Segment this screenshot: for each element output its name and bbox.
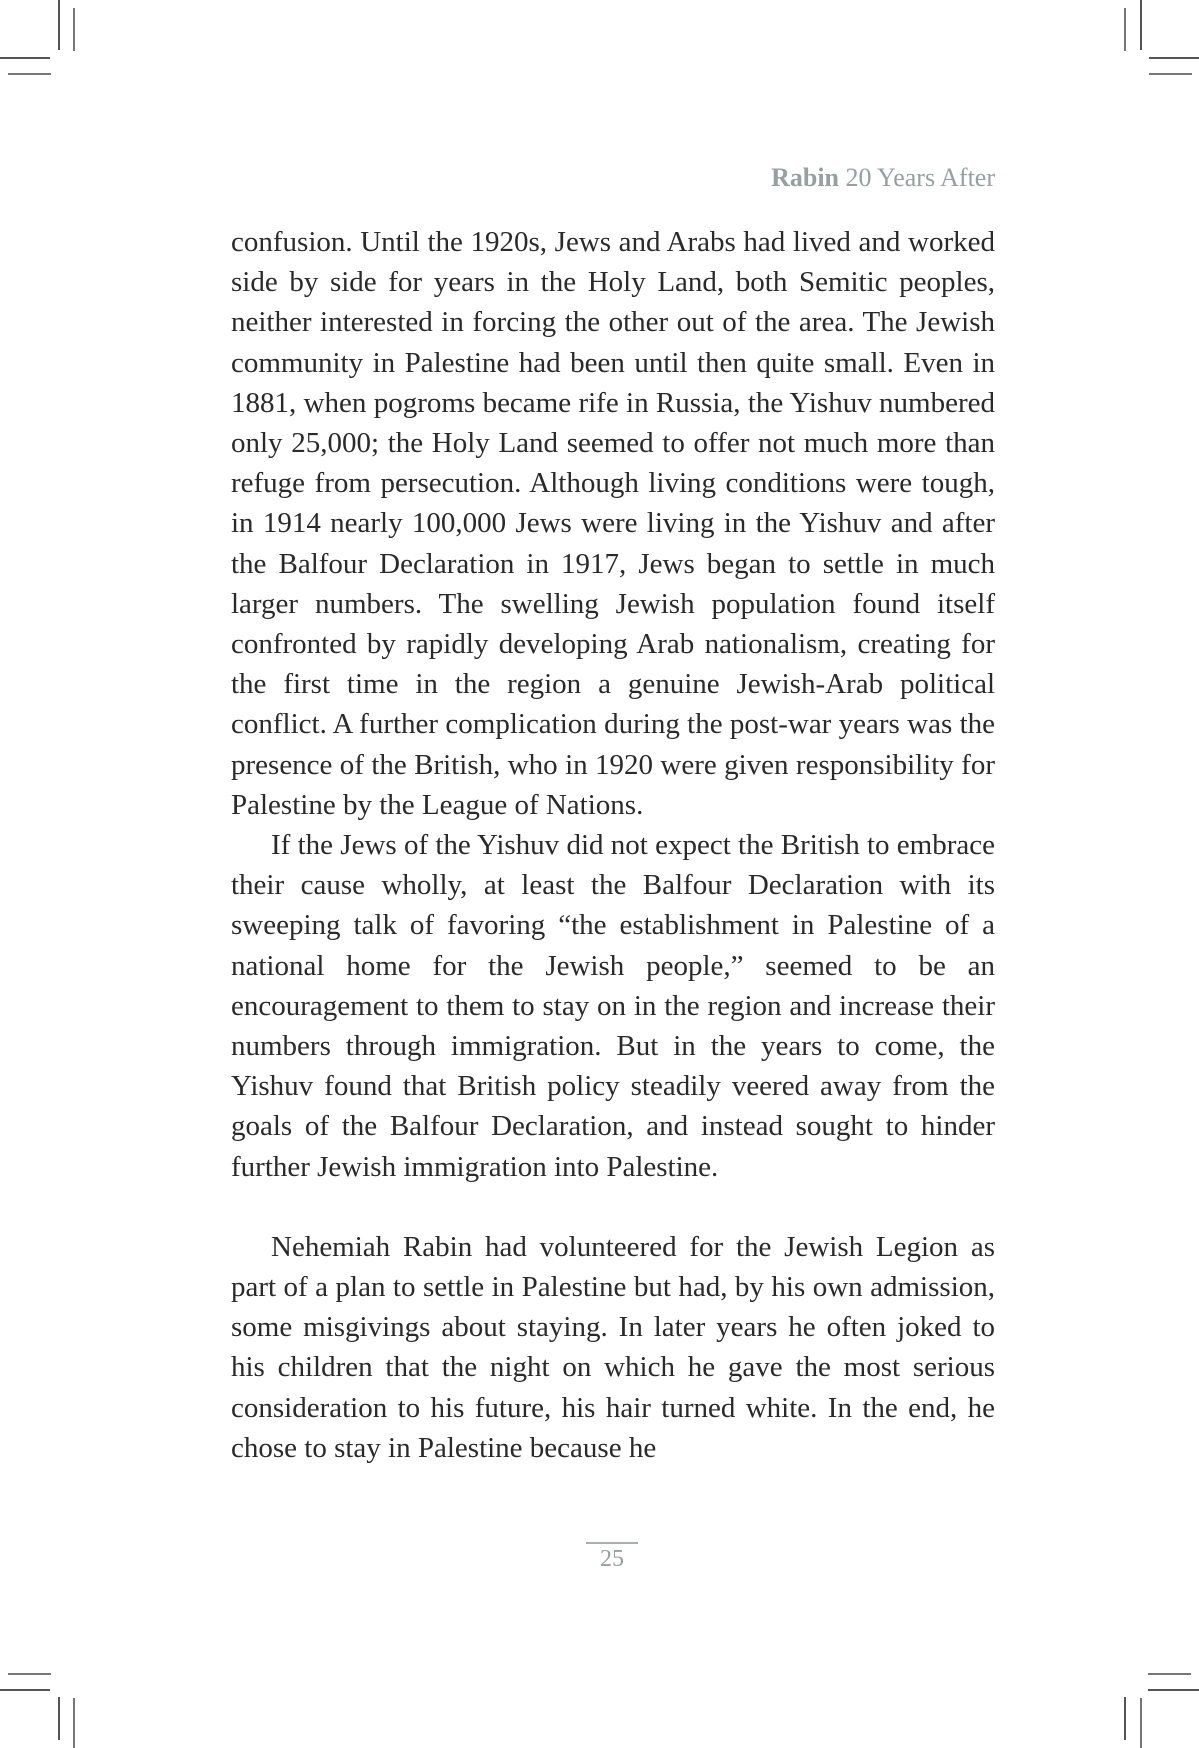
body-text bbox=[231, 222, 995, 1468]
page-number: 25 bbox=[586, 1542, 638, 1573]
crop-mark-tr-h2 bbox=[1149, 73, 1192, 75]
crop-mark-tr-h1 bbox=[1149, 57, 1199, 59]
running-header-rest: 20 Years After bbox=[839, 163, 995, 192]
crop-mark-br-h2 bbox=[1148, 1689, 1199, 1691]
crop-mark-tl-h2 bbox=[8, 73, 51, 75]
crop-mark-tl-v2 bbox=[73, 8, 75, 51]
crop-mark-bl-v1 bbox=[58, 1697, 60, 1740]
crop-mark-bl-h2 bbox=[0, 1689, 50, 1691]
crop-mark-br-v1 bbox=[1124, 1697, 1126, 1740]
crop-mark-tr-v1 bbox=[1140, 0, 1142, 50]
running-header bbox=[771, 163, 995, 193]
crop-mark-bl-h1 bbox=[8, 1673, 51, 1675]
paragraph: confusion. Until the 1920s, Jews and Arabs had lived and worked side by side for years in the Holy Land, both Semitic peoples, neither interested in forcing the other out of the area. The Jewish community in Palestine had been until then quite small. Even in 1881, when pogroms became rife in Russia, the Yishuv numbered only 25,000; the Holy Land seemed to offer not much more than refuge from persecution. Although living conditions were tough, in 1914 nearly 100,000 Jews were living in the Yishuv and after the Balfour Declaration in 1917, Jews began to settle in much larger numbers. The swelling Jewish population found itself confronted by rapidly developing Arab nationalism, creating for the first time in the region a genuine Jewish-Arab political conflict. A further complication during the post-war years was the presence of the British, who in 1920 were given responsibility for Palestine by the League of Nations. bbox=[231, 226, 995, 821]
crop-mark-br-v2 bbox=[1140, 1698, 1142, 1748]
running-header-bold: Rabin bbox=[771, 163, 839, 192]
paragraph: Nehemiah Rabin had volunteered for the Jewish Legion as part of a plan to settle in Palestine but had, by his own admission, some misgivings about staying. In later years he often joked to his children that the night on which he gave the most serious consideration to his future, his hair turned white. In the end, he chose to stay in Palestine because he bbox=[231, 1230, 995, 1464]
crop-mark-tr-v2 bbox=[1124, 8, 1126, 51]
crop-mark-br-h1 bbox=[1148, 1673, 1191, 1675]
crop-mark-tl-h1 bbox=[0, 57, 50, 59]
crop-mark-tl-v1 bbox=[58, 0, 60, 50]
crop-mark-bl-v2 bbox=[73, 1698, 75, 1748]
paragraph: If the Jews of the Yishuv did not expect the British to embrace their cause wholly, at least the Balfour Declaration with its sweeping talk of favoring “the establishment in Palestine of a national home for the Jewish people,” seemed to be an encouragement to them to stay on in the region and increase their numbers through immigration. But in the years to come, the Yishuv found that British policy steadily veered away from the goals of the Balfour Declaration, and instead sought to hinder further Jewish immigration into Palestine. bbox=[231, 829, 995, 1183]
